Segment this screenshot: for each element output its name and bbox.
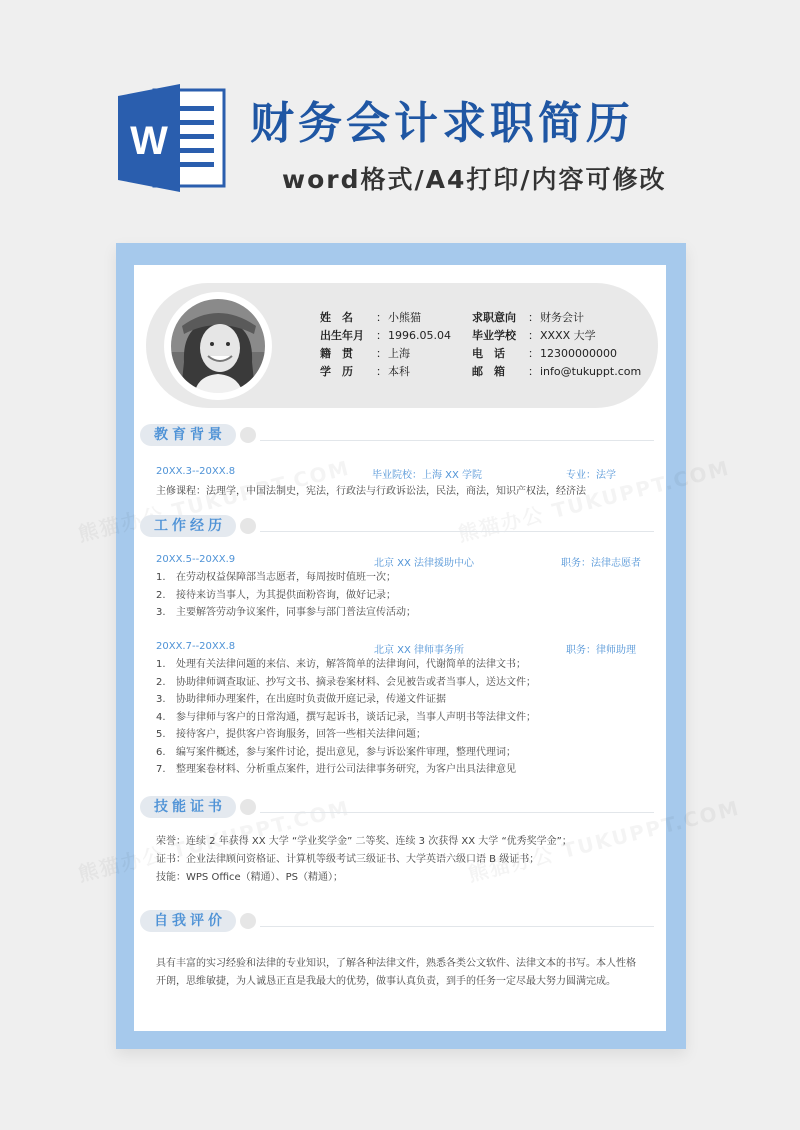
education-row bbox=[156, 466, 646, 482]
section-work-header bbox=[140, 515, 654, 537]
list-item: 7. 整理案卷材料、分析重点案件，进行公司法律事务研究，为客户出具法律意见 bbox=[156, 764, 516, 775]
section-title: 技能证书 bbox=[154, 799, 226, 815]
page-subtitle: word格式/A4打印/内容可修改 bbox=[282, 165, 667, 194]
profile-row: 籍 贯 ：上海 bbox=[320, 347, 410, 360]
page-title: 财务会计求职简历 bbox=[250, 98, 634, 149]
job-duties bbox=[156, 656, 536, 779]
job-org: 北京 XX 律师事务所 bbox=[374, 645, 465, 656]
list-item: 6. 编写案件概述，参与案件讨论，提出意见，参与诉讼案件审理，整理代理词； bbox=[156, 746, 516, 758]
job-org: 北京 XX 法律援助中心 bbox=[374, 558, 475, 569]
skills-line: 荣誉：连续 2 年获得 XX 大学 “学业奖学金” 二等奖、连续 3 次获得 XX 大学 “优秀奖学金”； bbox=[156, 836, 572, 847]
list-item: 5. 接待客户，提供客户咨询服务，回答一些相关法律问题； bbox=[156, 729, 426, 740]
section-title: 教育背景 bbox=[154, 427, 226, 443]
list-item: 1. 在劳动权益保障部当志愿者，每周按时值班一次； bbox=[156, 572, 396, 583]
profile-row: 出生年月 ：1996.05.04 bbox=[320, 329, 451, 342]
list-item: 2. 协助律师调查取证、抄写文书、摘录卷案材料、会见被告或者当事人，送达文件； bbox=[156, 676, 536, 688]
section-skills-header bbox=[140, 796, 654, 818]
list-item: 2. 接待来访当事人，为其提供面粉咨询，做好记录； bbox=[156, 589, 396, 601]
section-title: 工作经历 bbox=[154, 518, 226, 534]
education-school: 毕业院校：上海 XX 学院 bbox=[372, 470, 483, 481]
word-document-icon bbox=[118, 82, 228, 194]
list-item: 1. 处理有关法律问题的来信、来访，解答简单的法律询问，代谢简单的法律文书； bbox=[156, 659, 526, 670]
word-logo-letter: W bbox=[130, 119, 168, 163]
section-title: 自我评价 bbox=[154, 913, 226, 929]
section-education-header bbox=[140, 424, 654, 446]
profile-row: 姓 名 ：小熊猫 bbox=[320, 311, 421, 324]
portrait-photo bbox=[164, 292, 272, 400]
skills-line: 技能：WPS Office（精通）、PS（精通）； bbox=[156, 872, 344, 883]
job-role: 职务：律师助理 bbox=[566, 645, 636, 656]
job-duties bbox=[156, 569, 416, 622]
list-item: 3. 主要解答劳动争议案件，同事参与部门普法宣传活动； bbox=[156, 607, 416, 618]
job-role: 职务：法律志愿者 bbox=[561, 558, 641, 569]
list-item: 3. 协助律师办理案件，在出庭时负责做开庭记录，传递文件证据 bbox=[156, 694, 446, 705]
job-date: 20XX.5--20XX.9 bbox=[156, 554, 236, 565]
profile-row: 电 话 ：12300000000 bbox=[472, 347, 617, 360]
education-courses: 主修课程：法理学，中国法制史，宪法，行政法与行政诉讼法，民法，商法，知识产权法，经济法 bbox=[156, 486, 586, 497]
profile-row: 学 历 ：本科 bbox=[320, 365, 410, 378]
profile-row: 毕业学校 ：XXXX 大学 bbox=[472, 329, 596, 342]
profile-info-left bbox=[320, 309, 451, 381]
section-self-eval-header bbox=[140, 910, 654, 932]
profile-row: 求职意向 ：财务会计 bbox=[472, 311, 584, 324]
self-eval-text: 具有丰富的实习经验和法律的专业知识，了解各种法律文件，熟悉各类公文软件、法律文本的书写。本人性格开朗，思维敏捷，为人诚恳正直是我最大的优势，做事认真负责，到手的任务一定尽最大努力圆满完成。 bbox=[156, 958, 636, 987]
job-row bbox=[156, 641, 646, 657]
profile-row: 邮 箱 ：info@tukuppt.com bbox=[472, 365, 642, 378]
skills-line: 证书：企业法律顾问资格证、计算机等级考试三级证书、大学英语六级口语 B 级证书； bbox=[156, 854, 540, 865]
profile-info-right bbox=[472, 309, 641, 381]
avatar bbox=[164, 292, 272, 400]
education-major: 专业：法学 bbox=[566, 470, 616, 481]
job-row bbox=[156, 554, 646, 570]
resume-page bbox=[134, 265, 666, 1031]
list-item: 4. 参与律师与客户的日常沟通，撰写起诉书，谈话记录，当事人声明书等法律文件； bbox=[156, 711, 536, 723]
job-date: 20XX.7--20XX.8 bbox=[156, 641, 236, 652]
education-date: 20XX.3--20XX.8 bbox=[156, 466, 236, 477]
